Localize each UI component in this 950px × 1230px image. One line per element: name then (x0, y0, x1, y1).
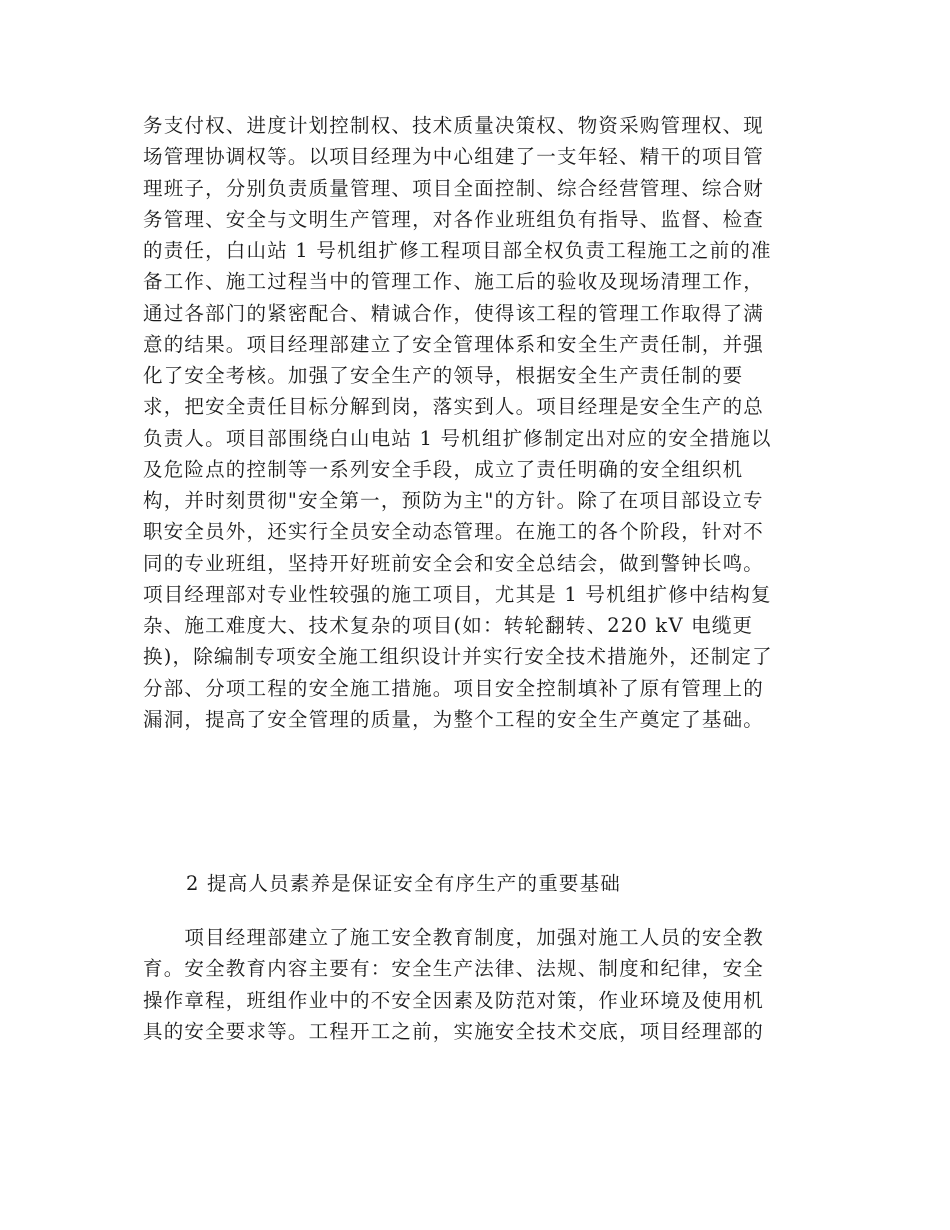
text-line: 漏洞，提高了安全管理的质量，为整个工程的安全生产奠定了基础。 (143, 707, 765, 731)
text-line: 构，并时刻贯彻"安全第一，预防为主"的方针。除了在项目部设立专 (143, 489, 764, 512)
section-heading-text: 2 提高人员素养是保证安全有序生产的重要基础 (186, 872, 622, 895)
text-line: 项目经理部对专业性较强的施工项目，尤其是 1 号机组扩修中结构复 (143, 582, 772, 606)
text-line: 及危险点的控制等一系列安全手段，成立了责任明确的安全组织机 (143, 457, 744, 481)
text-line: 化了安全考核。加强了安全生产的领导，根据安全生产责任制的要 (143, 364, 744, 387)
text-line: 通过各部门的紧密配合、精诚合作，使得该工程的管理工作取得了满 (143, 301, 765, 325)
text-line: 换)，除编制专项安全施工组织设计并实行安全技术措施外，还制定了 (143, 645, 773, 669)
text-line: 育。安全教育内容主要有：安全生产法律、法规、制度和纪律，安全 (143, 957, 765, 981)
text-line: 杂、施工难度大、技术复杂的项目(如：转轮翻转、220 kV 电缆更 (143, 614, 754, 637)
text-line: 务支付权、进度计划控制权、技术质量决策权、物资采购管理权、现 (143, 114, 765, 137)
text-line: 务管理、安全与文明生产管理，对各作业班组负有指导、监督、检查 (143, 207, 765, 231)
text-line: 分部、分项工程的安全施工措施。项目安全控制填补了原有管理上的 (143, 676, 765, 700)
paragraph-2 (143, 922, 823, 1047)
text-line: 意的结果。项目经理部建立了安全管理体系和安全生产责任制，并强 (143, 332, 765, 356)
text-line: 理班子，分别负责质量管理、项目全面控制、综合经营管理、综合财 (143, 176, 765, 200)
text-line: 具的安全要求等。工程开工之前，实施安全技术交底，项目经理部的 (143, 1019, 765, 1043)
text-line: 职安全员外，还实行全员安全动态管理。在施工的各个阶段，针对不 (143, 520, 765, 544)
paragraph-1 (143, 110, 823, 735)
text-line: 同的专业班组，坚持开好班前安全会和安全总结会，做到警钟长鸣。 (143, 551, 765, 575)
text-line: 的责任，白山站 1 号机组扩修工程项目部全权负责工程施工之前的准 (143, 239, 772, 262)
text-line: 求，把安全责任目标分解到岗，落实到人。项目经理是安全生产的总 (143, 395, 765, 419)
text-line: 场管理协调权等。以项目经理为中心组建了一支年轻、精干的项目管 (143, 145, 765, 169)
text-line: 负责人。项目部围绕白山电站 1 号机组扩修制定出对应的安全措施以 (143, 426, 772, 450)
text-line: 备工作、施工过程当中的管理工作、施工后的验收及现场清理工作， (143, 270, 765, 294)
section-heading (143, 868, 823, 899)
text-line: 操作章程，班组作业中的不安全因素及防范对策，作业环境及使用机 (143, 988, 765, 1012)
text-line: 项目经理部建立了施工安全教育制度，加强对施工人员的安全教 (143, 926, 765, 949)
